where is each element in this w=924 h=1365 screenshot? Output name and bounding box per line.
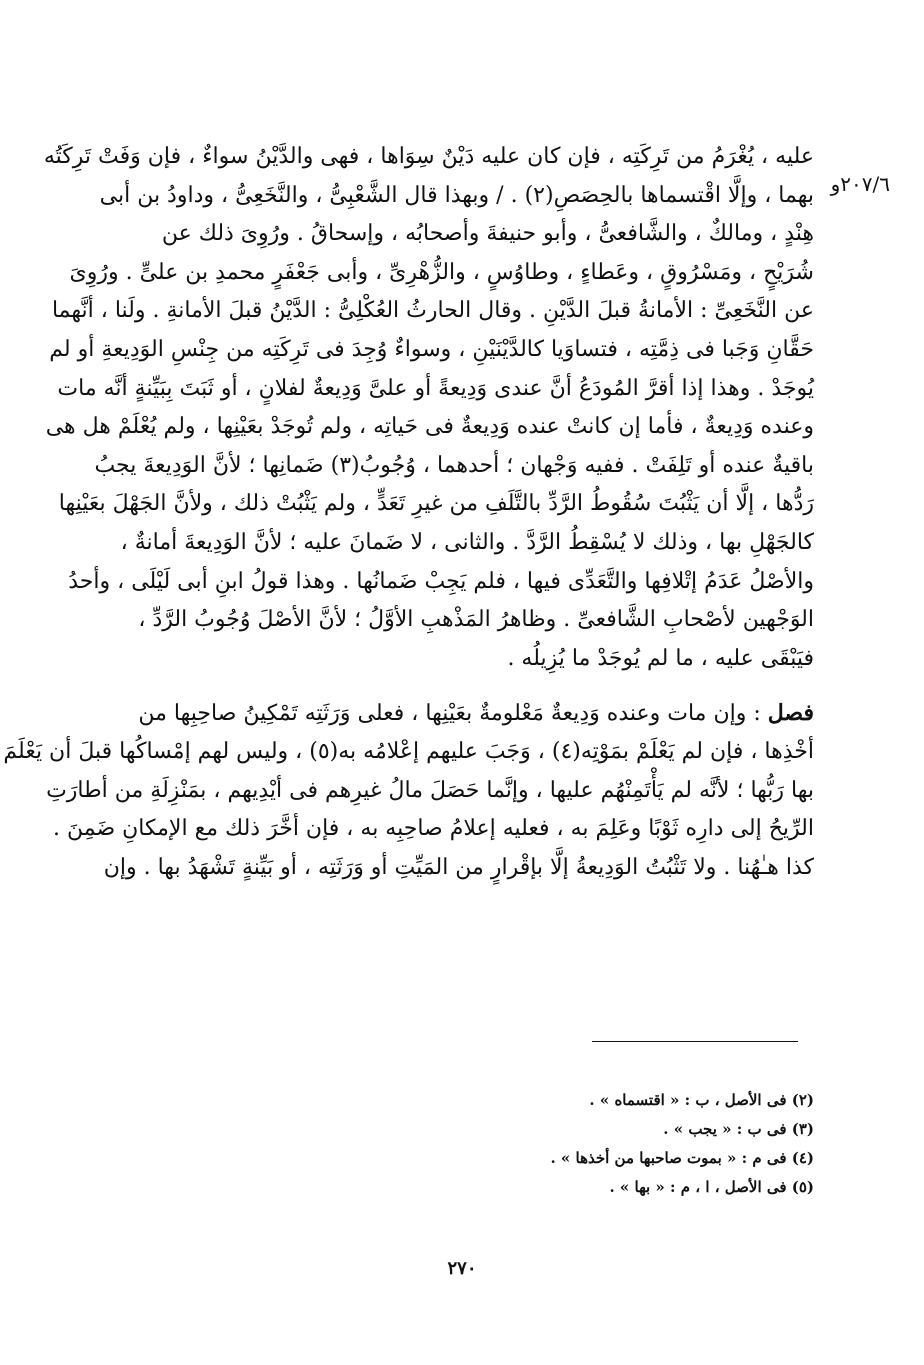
text-line-rest: : وإن مات وعنده وَدِيعةٌ مَعْلومةٌ بعَيْنِها ، فعلى وَرَثَتِه تَمْكِينُ صاحِبِها من bbox=[138, 701, 768, 727]
paragraph-1 bbox=[43, 138, 814, 678]
footnotes bbox=[394, 1086, 814, 1202]
text-line: بهما ، وإلَّا اقْتسماها بالحِصَصِ(٢) . / وبهذا قال الشَّعْبِىُّ ، والنَّخَعِىُّ ، وداودُ بن أبى bbox=[99, 182, 814, 208]
text-line: باقيةٌ عنده أو تَلِفَتْ . ففيه وَجْهان ؛ أحدهما ، وُجُوبُ(٣) ضَمانِها ؛ لأنَّ الوَدِيعةَ يجبُ bbox=[94, 452, 814, 478]
text-line: عن النَّخَعِىِّ : الأمانةُ قبلَ الدَّيْنِ . وقال الحارثُ العُكْلِىُّ : الدَّيْنُ قبلَ الأمانةِ . ولَنا ، أنَّهما bbox=[51, 298, 814, 324]
text-line: فيَبْقَى عليه ، ما لم يُوجَدْ ما يُزِيلُه . bbox=[507, 645, 814, 671]
text-line: شُرَيْحٍ ، ومَسْرُوقٍ ، وعَطاءٍ ، وطاوُسٍ ، والزُّهْرِىِّ ، وأبى جَعْفَرٍ محمدِ بن علىٍّ . ورُوِىَ bbox=[69, 259, 814, 285]
text-line: كذا هـٰهُنا . ولا تَثْبُتُ الوَدِيعةُ إلَّا بإقْرارٍ من المَيِّتِ أو وَرَثَتِه ، أو بَيِّنةٍ تَشْهَدُ بها . وإن bbox=[103, 854, 814, 880]
paragraph-gap bbox=[128, 678, 814, 694]
text-line: الرِّيحُ إلى دارِه ثَوْبًا وعَلِمَ به ، فعليه إعلامُ صاحِبِه به ، فإن أخَّرَ ذلك مع الإمكانِ ضَمِنَ . bbox=[53, 816, 814, 842]
text-line: حَقَّانِ وَجَبا فى ذِمَّتِه ، فتساوَيا كالدَّيْنَيْنِ ، وسواءٌ وُجِدَ فى تَرِكَتِه من جِنْسِ الوَدِيعةِ أو لم bbox=[49, 336, 814, 362]
main-text bbox=[3, 138, 814, 887]
footnote-separator bbox=[592, 1041, 798, 1042]
text-line: كالجَهْلِ بها ، وذلك لا يُسْقِطُ الرَّدَّ . والثانى ، لا ضَمانَ عليه ؛ لأنَّ الوَدِيعةَ أمانةٌ ، bbox=[120, 529, 814, 555]
text-line: وعنده وَدِيعةٌ ، فأما إن كانتْ عنده وَدِيعةٌ فى حَياتِه ، ولم تُوجَدْ بعَيْنِها ، ولم يُعْلَمْ هل هى bbox=[45, 414, 814, 440]
page-number: ٢٧٠ bbox=[447, 1258, 477, 1279]
text-line: رَدُّها ، إلَّا أن يَثْبُتَ سُقُوطُ الرَّدِّ بالتَّلَفِ من غيرِ تَعَدٍّ ، ولم يَثْبُتْ ذلك ، ولأنَّ الجَهْلَ بعَيْنِها bbox=[58, 491, 814, 517]
footnote: (٣) فى ب : « يجب » . bbox=[663, 1120, 814, 1138]
text-line: يُوجَدْ . وهذا إذا أقرَّ المُودَعُ أنَّ عندى وَدِيعةً أو علىَّ وَدِيعةٌ لفلانٍ ، أو ثَبَتَ بِبَيِّنةٍ أنَّه مات bbox=[57, 375, 814, 401]
margin-reference: ٢٠٧/٦و bbox=[830, 172, 890, 196]
footnote: (٤) فى م : « بموت صاحبها من أخذها » . bbox=[550, 1149, 814, 1167]
text-line: والأصْلُ عَدَمُ إتْلافِها والتَّعَدِّى فيها ، فلم يَجِبْ ضَمانُها . وهذا قولُ ابنِ أبى لَيْلَى ، وأحدُ bbox=[68, 568, 814, 594]
section-heading: فصل bbox=[767, 700, 814, 727]
text-line: عليه ، يُغْرَمُ من تَرِكَتِه ، فإن كان عليه دَيْنٌ سِوَاها ، فهى والدَّيْنُ سواءٌ ، فإن وَفَتْ تَرِكَتُه bbox=[43, 144, 814, 169]
text-line: أخْذِها ، فإن لم يَعْلَمْ بمَوْتِه(٤) ، وَجَبَ عليهم إعْلامُه به(٥) ، وليس لهم إمْساكُها قبلَ أن يَعْلَمَ bbox=[3, 738, 814, 764]
text-line: الوَجْهين لأصْحابِ الشَّافعىِّ . وظاهرُ المَذْهبِ الأوَّلُ ؛ لأنَّ الأصْلَ وُجُوبُ الرَّدِّ ، bbox=[138, 607, 814, 633]
text-line: هِنْدٍ ، ومالكٌ ، والشَّافعىُّ ، وأبو حنيفةَ وأصحابُه ، وإسحاقُ . ورُوِىَ ذلك عن bbox=[161, 221, 814, 247]
text-line bbox=[128, 694, 814, 733]
footnote: (٢) فى الأصل ، ب : « اقتسماه » . bbox=[589, 1091, 814, 1109]
footnote: (٥) فى الأصل ، ا ، م : « بها » . bbox=[609, 1178, 814, 1196]
paragraph-2 bbox=[3, 694, 814, 887]
text-line: بها رَبُّها ؛ لأنَّه لم يَأْتَمِنْهُم عليها ، وإنَّما حَصَلَ مالُ غيرِهم فى أيْدِيهم ، بمَنْزِلَةِ من أطارَتِ bbox=[46, 777, 814, 803]
